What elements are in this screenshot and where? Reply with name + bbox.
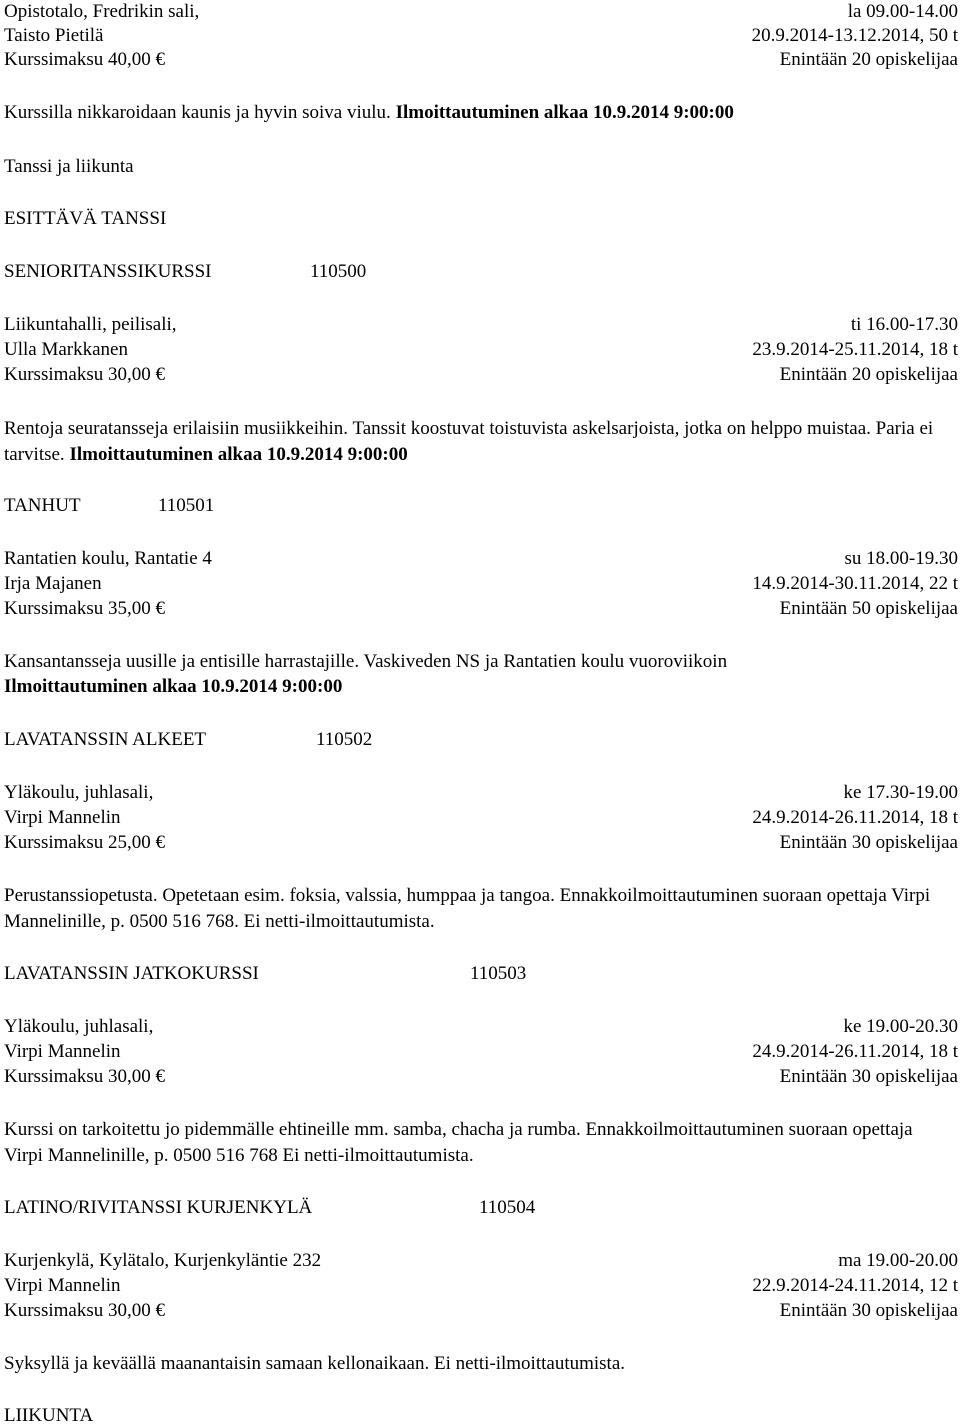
course-dates: 20.9.2014-13.12.2014, 50 t: [751, 25, 958, 46]
course-location: Opistotalo, Fredrikin sali,: [4, 1, 200, 22]
course-location: Yläkoulu, juhlasali,: [4, 782, 154, 803]
course-title-row: [4, 962, 958, 985]
course-location-row: [4, 781, 958, 804]
registration-info: Ilmoittautuminen alkaa 10.9.2014 9:00:00: [4, 676, 343, 697]
course-description: Kansantansseja uusille ja entisille harrastajille. Vaskiveden NS ja Rantatien koulu vuoroviikoin: [4, 651, 728, 672]
course-description: Perustanssiopetusta. Opetetaan esim. foksia, valssia, humppaa ja tangoa. Ennakkoilmoittautuminen suoraan opettaja Virpi Mannelinille, p. 0500 516 768. Ei netti-ilmoittautumista.: [4, 885, 931, 932]
course-teacher: Taisto Pietilä: [4, 25, 104, 46]
course-title-row: [4, 494, 958, 517]
course-fee: Kurssimaksu 30,00 €: [4, 1300, 165, 1321]
course-max-students: Enintään 20 opiskelijaa: [779, 364, 958, 385]
course-fee: Kurssimaksu 40,00 €: [4, 49, 165, 70]
course-max-students: Enintään 30 opiskelijaa: [779, 832, 958, 853]
course-time: ti 16.00-17.30: [850, 314, 958, 335]
course-title-row: [4, 260, 958, 283]
course-fee: Kurssimaksu 25,00 €: [4, 832, 165, 853]
course-fee-row: [4, 363, 958, 386]
course-max-students: Enintään 30 opiskelijaa: [779, 1300, 958, 1321]
course-description: Syksyllä ja keväällä maanantaisin samaan kellonaikaan. Ei netti-ilmoittautumista.: [4, 1353, 626, 1374]
course-max-students: Enintään 30 opiskelijaa: [779, 1066, 958, 1087]
course-dates: 23.9.2014-25.11.2014, 18 t: [752, 339, 958, 360]
course-code: 110500: [310, 261, 367, 282]
course-fee-row: [4, 1299, 958, 1322]
course-dates: 14.9.2014-30.11.2014, 22 t: [752, 573, 958, 594]
course-title: LATINO/RIVITANSSI KURJENKYLÄ: [4, 1197, 313, 1218]
course-fee-row: [4, 831, 958, 854]
course-time: ke 19.00-20.30: [843, 1016, 958, 1037]
course-location-row: [4, 0, 958, 23]
course-location: Yläkoulu, juhlasali,: [4, 1016, 154, 1037]
course-location-row: [4, 313, 958, 336]
course-teacher: Ulla Markkanen: [4, 339, 128, 360]
course-fee-row: [4, 597, 958, 620]
course-location-row: [4, 1015, 958, 1038]
course-teacher: Virpi Mannelin: [4, 1041, 121, 1062]
section-heading: Tanssi ja liikunta: [4, 156, 134, 177]
course-location-row: [4, 1249, 958, 1272]
course-title: LAVATANSSIN JATKOKURSSI: [4, 963, 259, 984]
registration-info: Ilmoittautuminen alkaa 10.9.2014 9:00:00: [69, 444, 408, 465]
course-teacher-row: [4, 338, 958, 361]
course-location: Liikuntahalli, peilisali,: [4, 314, 177, 335]
subsection-heading: ESITTÄVÄ TANSSI: [4, 208, 167, 229]
course-teacher-row: [4, 24, 958, 47]
course-max-students: Enintään 20 opiskelijaa: [779, 49, 958, 70]
course-dates: 24.9.2014-26.11.2014, 18 t: [752, 807, 958, 828]
course-dates: 22.9.2014-24.11.2014, 12 t: [752, 1275, 958, 1296]
course-code: 110502: [316, 729, 373, 750]
course-time: la 09.00-14.00: [847, 1, 958, 22]
course-title: SENIORITANSSIKURSSI: [4, 261, 212, 282]
course-teacher: Virpi Mannelin: [4, 807, 121, 828]
course-fee: Kurssimaksu 30,00 €: [4, 364, 165, 385]
registration-info: Ilmoittautuminen alkaa 10.9.2014 9:00:00: [395, 102, 734, 123]
course-teacher-row: [4, 1274, 958, 1297]
course-code: 110504: [479, 1197, 536, 1218]
course-teacher: Irja Majanen: [4, 573, 102, 594]
course-title: LAVATANSSIN ALKEET: [4, 729, 207, 750]
course-fee-row: [4, 48, 958, 71]
course-fee-row: [4, 1065, 958, 1088]
course-teacher: Virpi Mannelin: [4, 1275, 121, 1296]
course-time: ke 17.30-19.00: [843, 782, 958, 803]
course-title-row: [4, 728, 958, 751]
course-code: 110501: [158, 495, 215, 516]
course-teacher-row: [4, 572, 958, 595]
course-location-row: [4, 547, 958, 570]
course-time: ma 19.00-20.00: [838, 1250, 958, 1271]
course-location: Rantatien koulu, Rantatie 4: [4, 548, 212, 569]
course-teacher-row: [4, 806, 958, 829]
course-title-row: [4, 1196, 958, 1219]
course-time: su 18.00-19.30: [844, 548, 958, 569]
course-description: Rentoja seuratansseja erilaisiin musiikkeihin. Tanssit koostuvat toistuvista askelsarjoista, jotka on helppo muistaa. Paria ei tarvitse. Ilmoittautuminen alkaa 10.9.2014 9:00:00: [4, 418, 934, 465]
course-max-students: Enintään 50 opiskelijaa: [779, 598, 958, 619]
course-description: Kurssilla nikkaroidaan kaunis ja hyvin soiva viulu. Ilmoittautuminen alkaa 10.9.2014 9:00:00: [4, 102, 734, 123]
section-heading: LIIKUNTA: [4, 1405, 94, 1426]
course-location: Kurjenkylä, Kylätalo, Kurjenkyläntie 232: [4, 1250, 322, 1271]
course-title: TANHUT: [4, 495, 81, 516]
course-code: 110503: [470, 963, 527, 984]
course-description: Kurssi on tarkoitettu jo pidemmälle ehtineille mm. samba, chacha ja rumba. Ennakkoilmoittautuminen suoraan opettaja Virpi Mannelinille, p. 0500 516 768 Ei netti-ilmoittautumista.: [4, 1119, 913, 1166]
course-teacher-row: [4, 1040, 958, 1063]
course-fee: Kurssimaksu 35,00 €: [4, 598, 165, 619]
course-fee: Kurssimaksu 30,00 €: [4, 1066, 165, 1087]
course-dates: 24.9.2014-26.11.2014, 18 t: [752, 1041, 958, 1062]
